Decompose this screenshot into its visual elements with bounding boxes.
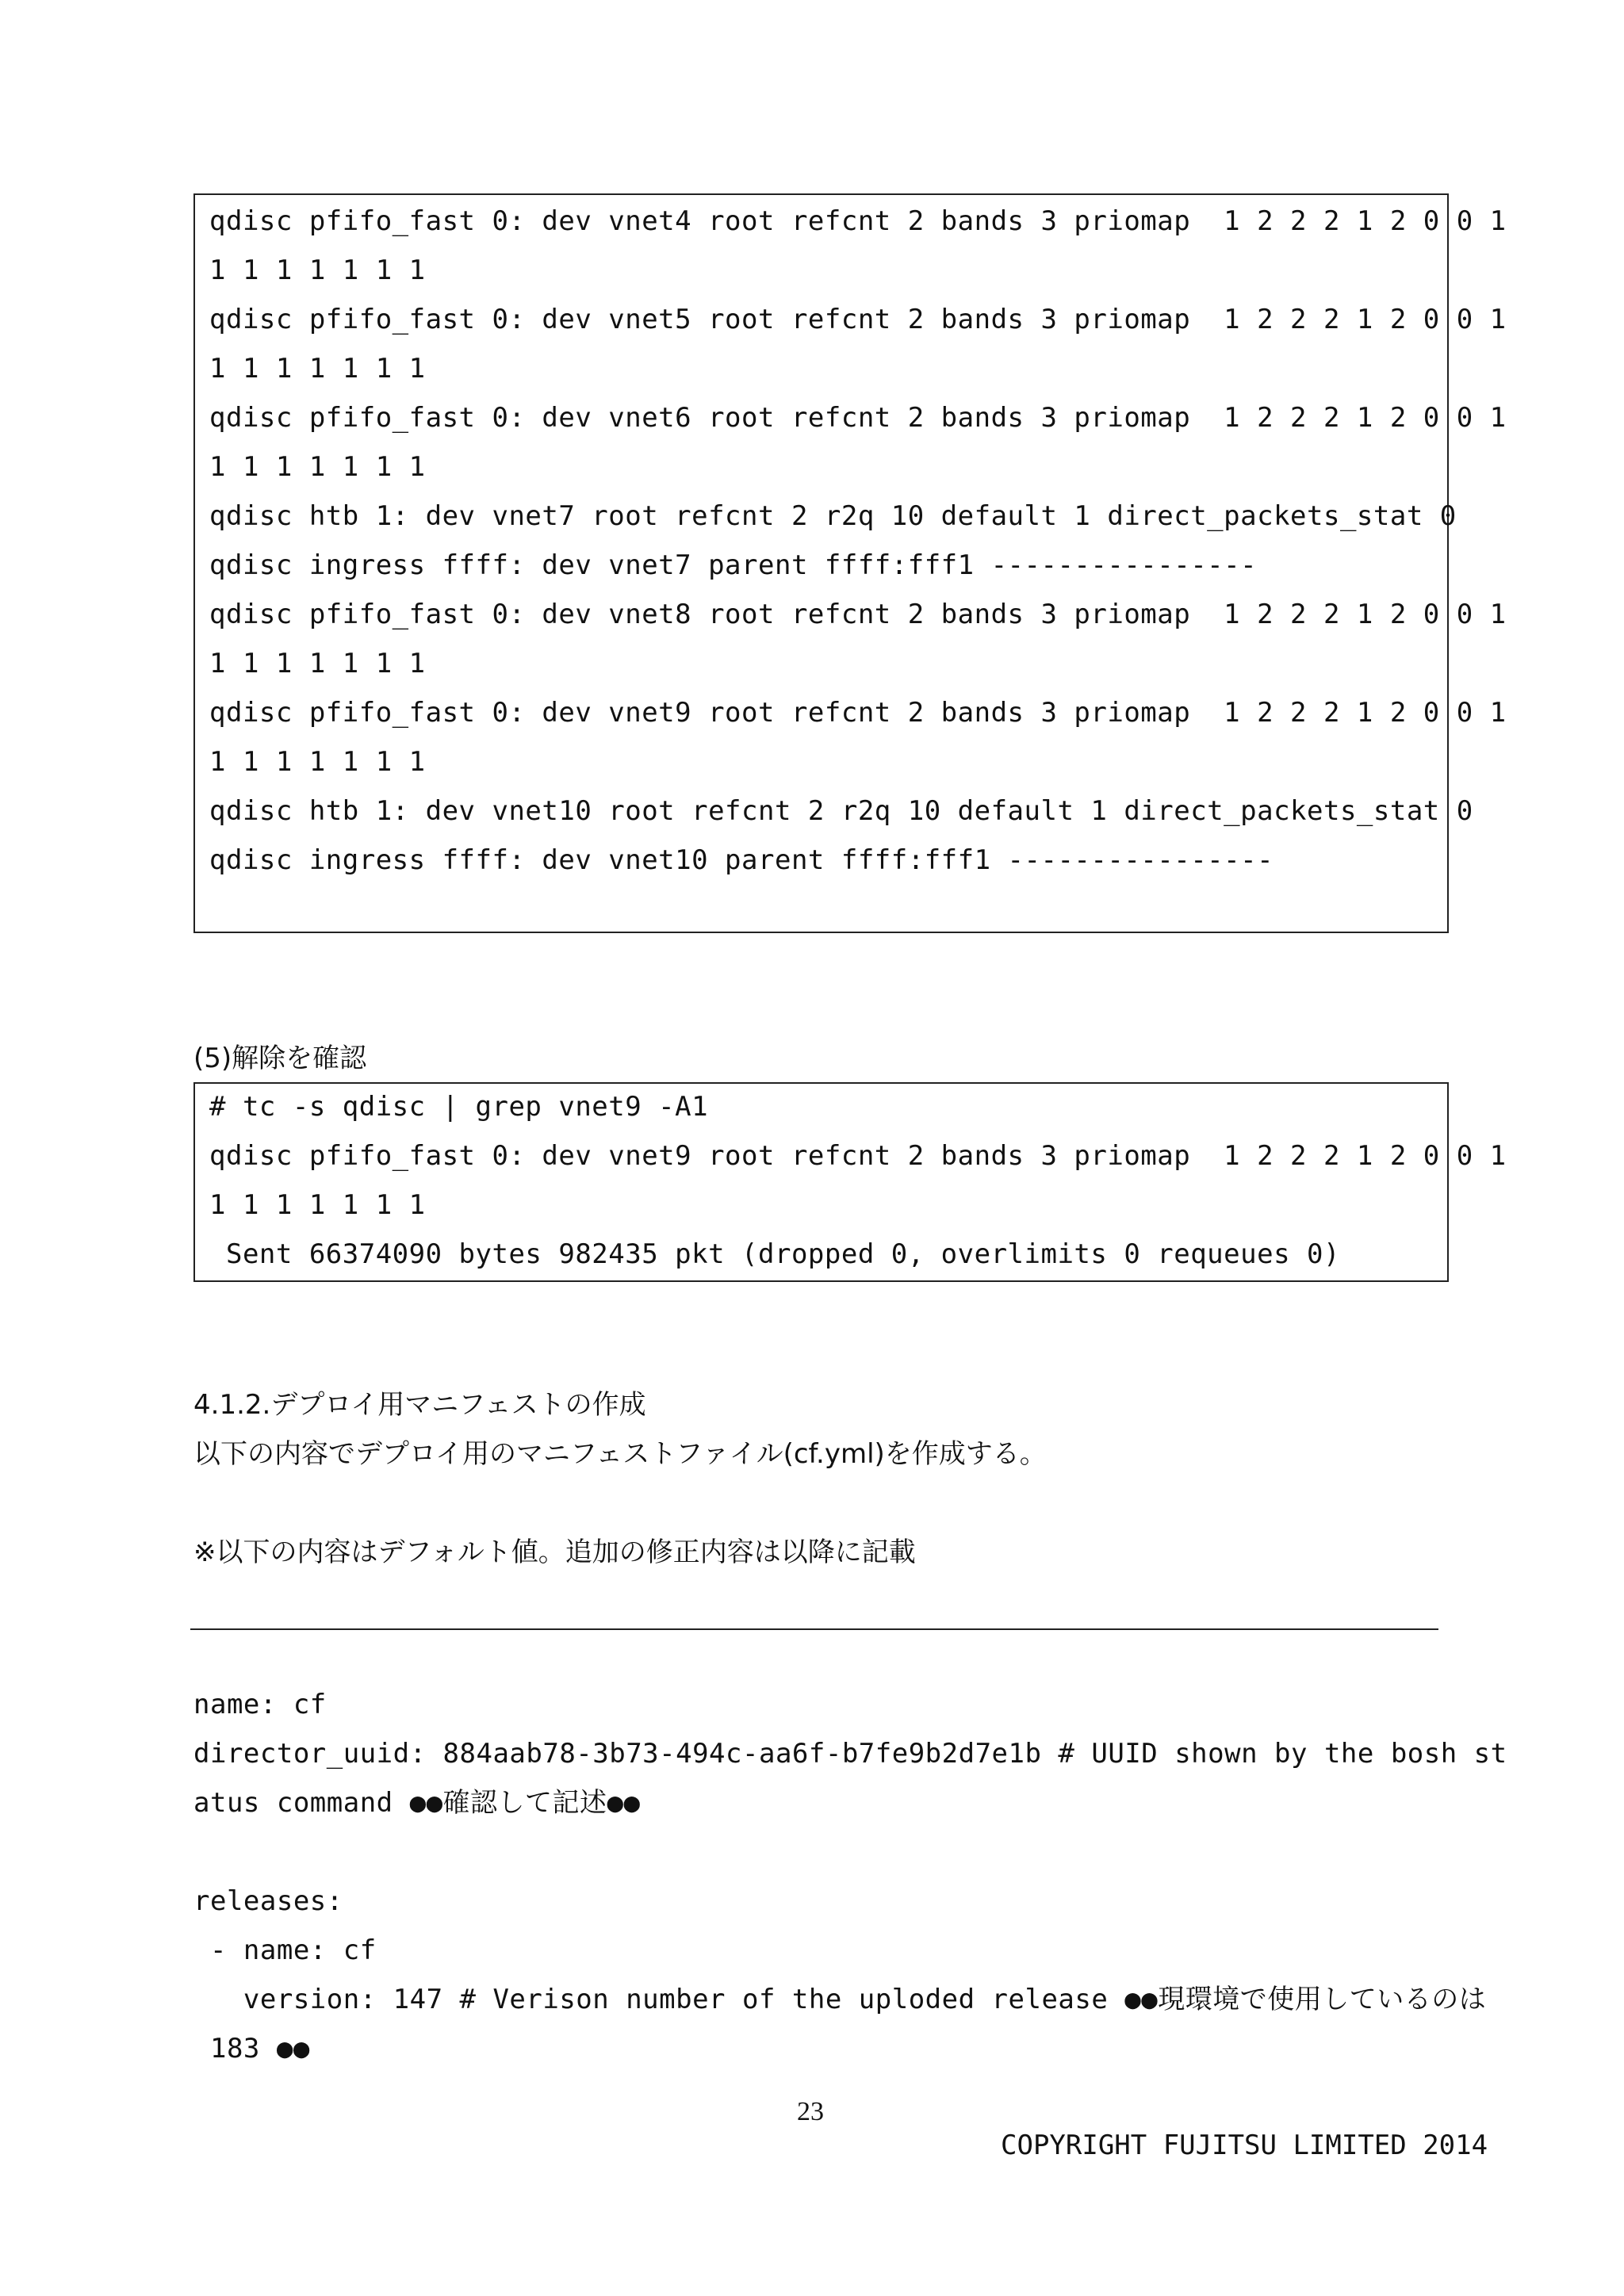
manifest-line: - name: cf — [193, 1934, 377, 1966]
qdisc-output-line: qdisc pfifo_fast 0: dev vnet9 root refcnt 2 bands 3 priomap 1 2 2 2 1 2 0 0 1 — [209, 697, 1507, 729]
confirm-removal-line: 1 1 1 1 1 1 1 — [209, 1189, 426, 1221]
qdisc-output-line: 1 1 1 1 1 1 1 — [209, 648, 426, 679]
section-412-heading: 4.1.2.デプロイ用マニフェストの作成 — [193, 1389, 646, 1421]
qdisc-output-line: qdisc pfifo_fast 0: dev vnet4 root refcnt 2 bands 3 priomap 1 2 2 2 1 2 0 0 1 — [209, 205, 1507, 237]
manifest-line: atus command ●●確認して記述●● — [193, 1787, 641, 1819]
qdisc-output-line: qdisc pfifo_fast 0: dev vnet6 root refcnt 2 bands 3 priomap 1 2 2 2 1 2 0 0 1 — [209, 402, 1507, 434]
confirm-removal-line: # tc -s qdisc | grep vnet9 -A1 — [209, 1091, 709, 1123]
manifest-line: releases: — [193, 1885, 343, 1917]
manifest-line: name: cf — [193, 1689, 327, 1720]
qdisc-output-line: qdisc htb 1: dev vnet10 root refcnt 2 r2q 10 default 1 direct_packets_stat 0 — [209, 795, 1473, 827]
section-412-note: ※以下の内容はデフォルト値。追加の修正内容は以降に記載 — [193, 1536, 916, 1568]
manifest-line: director_uuid: 884aab78-3b73-494c-aa6f-b7fe9b2d7e1b # UUID shown by the bosh st — [193, 1738, 1507, 1770]
qdisc-output-line: 1 1 1 1 1 1 1 — [209, 353, 426, 385]
manifest-divider — [190, 1628, 1438, 1630]
qdisc-output-line: qdisc ingress ffff: dev vnet10 parent ffff:fff1 ---------------- — [209, 844, 1274, 876]
page-number: 23 — [797, 2097, 824, 2126]
confirm-removal-line: qdisc pfifo_fast 0: dev vnet9 root refcnt 2 bands 3 priomap 1 2 2 2 1 2 0 0 1 — [209, 1140, 1507, 1172]
section-412-intro: 以下の内容でデプロイ用のマニフェストファイル(cf.yml)を作成する。 — [193, 1438, 1047, 1470]
qdisc-output-line: 1 1 1 1 1 1 1 — [209, 746, 426, 778]
confirm-removal-line: Sent 66374090 bytes 982435 pkt (dropped 0, overlimits 0 requeues 0) — [209, 1238, 1340, 1270]
confirm-removal-box — [193, 1082, 1507, 1282]
qdisc-output-line: qdisc ingress ffff: dev vnet7 parent ffff:fff1 ---------------- — [209, 549, 1258, 581]
section-5-heading: (5)解除を確認 — [193, 1043, 367, 1074]
qdisc-output-line: 1 1 1 1 1 1 1 — [209, 254, 426, 286]
manifest-line: 183 ●● — [193, 2033, 310, 2064]
manifest-line: version: 147 # Verison number of the uploded release ●●現環境で使用しているのは — [193, 1984, 1487, 2015]
qdisc-output-line: qdisc pfifo_fast 0: dev vnet5 root refcnt 2 bands 3 priomap 1 2 2 2 1 2 0 0 1 — [209, 304, 1507, 335]
copyright-text: COPYRIGHT FUJITSU LIMITED 2014 — [1001, 2130, 1488, 2161]
qdisc-output-line: qdisc pfifo_fast 0: dev vnet8 root refcnt 2 bands 3 priomap 1 2 2 2 1 2 0 0 1 — [209, 599, 1507, 630]
qdisc-output-line: qdisc htb 1: dev vnet7 root refcnt 2 r2q 10 default 1 direct_packets_stat 0 — [209, 500, 1457, 532]
qdisc-output-box — [193, 193, 1507, 933]
qdisc-output-line: 1 1 1 1 1 1 1 — [209, 451, 426, 483]
